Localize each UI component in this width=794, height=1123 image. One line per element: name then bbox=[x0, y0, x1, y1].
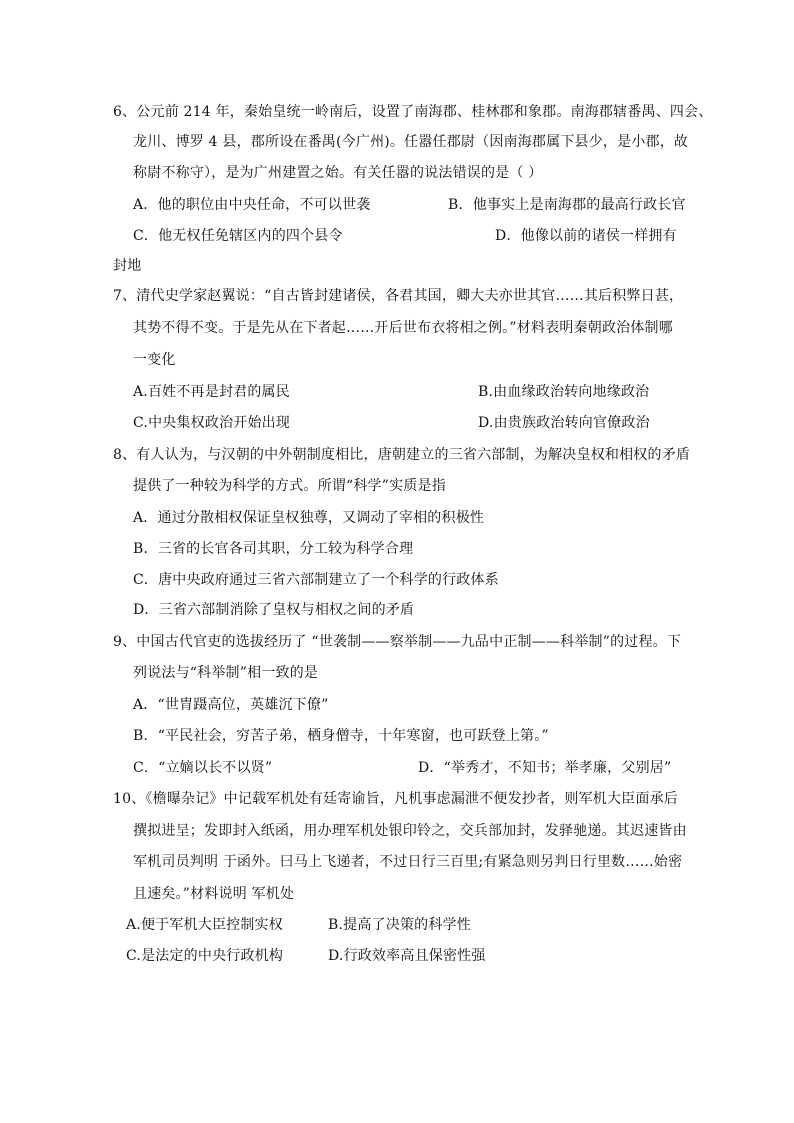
q8-option-d: D．三省六部制消除了皇权与相权之间的矛盾 bbox=[133, 602, 415, 618]
q6-option-b: B．他事实上是南海郡的最高行政长官 bbox=[448, 197, 686, 213]
q7-stem-line-2: 其势不得不变。于是先从在下者起……开后世布衣将相之例。”材料表明秦朝政治体制哪 bbox=[133, 320, 673, 336]
q6-option-c: C．他无权任免辖区内的四个县令 bbox=[133, 228, 343, 244]
q10-option-c: C.是法定的中央行政机构 bbox=[126, 948, 284, 964]
q6-stem-line-1: 6、公元前 214 年，秦始皇统一岭南后，设置了南海郡、桂林郡和象郡。南海郡辖番禺、四会、 bbox=[113, 104, 713, 120]
q8-stem-line-1: 8、有人认为，与汉朝的中外朝制度相比，唐朝建立的三省六部制，为解决皇权和相权的矛盾 bbox=[113, 447, 691, 463]
q9-stem-line-2: 列说法与“科举制”相一致的是 bbox=[133, 665, 319, 681]
q9-option-c: C．“立嫡以长不以贤” bbox=[133, 760, 273, 776]
q8-stem-line-2: 提供了一种较为科学的方式。所谓“科学”实质是指 bbox=[133, 478, 446, 494]
q10-stem-line-4: 且速矣。”材料说明 军机处 bbox=[133, 886, 295, 902]
q7-option-c: C.中央集权政治开始出现 bbox=[133, 415, 291, 431]
q9-option-a: A．“世胄蹑高位，英雄沉下僚” bbox=[133, 697, 329, 713]
q8-option-b: B．三省的长官各司其职，分工较为科学合理 bbox=[133, 541, 414, 557]
q9-stem-line-1: 9、中国古代官吏的选拔经历了 “世袭制——察举制——九品中正制——科举制”的过程。下 bbox=[113, 634, 682, 650]
q6-option-d: D．他像以前的诸侯一样拥有 bbox=[495, 228, 677, 244]
q7-option-d: D.由贵族政治转向官僚政治 bbox=[478, 415, 650, 431]
q10-stem-line-2: 撰拟进呈；发即封入纸函，用办理军机处银印铃之，交兵部加封，发驿驰递。其迟速皆由 bbox=[133, 823, 687, 839]
q10-stem-line-3: 军机司员判明 于函外。曰马上飞递者，不过日行三百里;有紧急则另判日行里数……始密 bbox=[133, 854, 683, 870]
q6-stem-line-2: 龙川、博罗 4 县，郡所设在番禺(今广州)。任嚣任郡尉（因南海郡属下县少，是小郡，故 bbox=[133, 134, 689, 150]
q8-option-c: C．唐中央政府通过三省六部制建立了一个科学的行政体系 bbox=[133, 572, 499, 588]
q9-option-d: D．“举秀才，不知书；举孝廉，父别居” bbox=[418, 760, 672, 776]
q9-option-b: B．“平民社会，穷苦子弟，栖身僧寺，十年寒窗，也可跃登上第。” bbox=[133, 728, 549, 744]
q8-option-a: A．通过分散相权保证皇权独尊，又调动了宰相的积极性 bbox=[133, 510, 485, 526]
q6-option-d-continued: 封地 bbox=[113, 258, 142, 274]
q7-option-a: A.百姓不再是封君的属民 bbox=[133, 384, 290, 400]
q10-option-b: B.提高了决策的科学性 bbox=[328, 917, 471, 933]
q10-option-d: D.行政效率高且保密性强 bbox=[328, 948, 486, 964]
q6-option-a: A．他的职位由中央任命，不可以世袭 bbox=[133, 197, 371, 213]
q6-stem-line-3: 称尉不称守），是为广州建置之始。有关任嚣的说法错误的是（ ） bbox=[133, 165, 543, 181]
q7-option-b: B.由血缘政治转向地缘政治 bbox=[478, 384, 650, 400]
q10-stem-line-1: 10、《檐曝杂记》中记载军机处有廷寄谕旨，凡机事虑漏泄不便发抄者，则军机大臣面承后 bbox=[113, 791, 679, 807]
q7-stem-line-3: 一变化 bbox=[133, 352, 176, 368]
q10-option-a: A.便于军机大臣控制实权 bbox=[126, 917, 283, 933]
q7-stem-line-1: 7、清代史学家赵翼说：“自古皆封建诸侯，各君其国，卿大夫亦世其官……其后积弊日甚， bbox=[113, 288, 684, 304]
